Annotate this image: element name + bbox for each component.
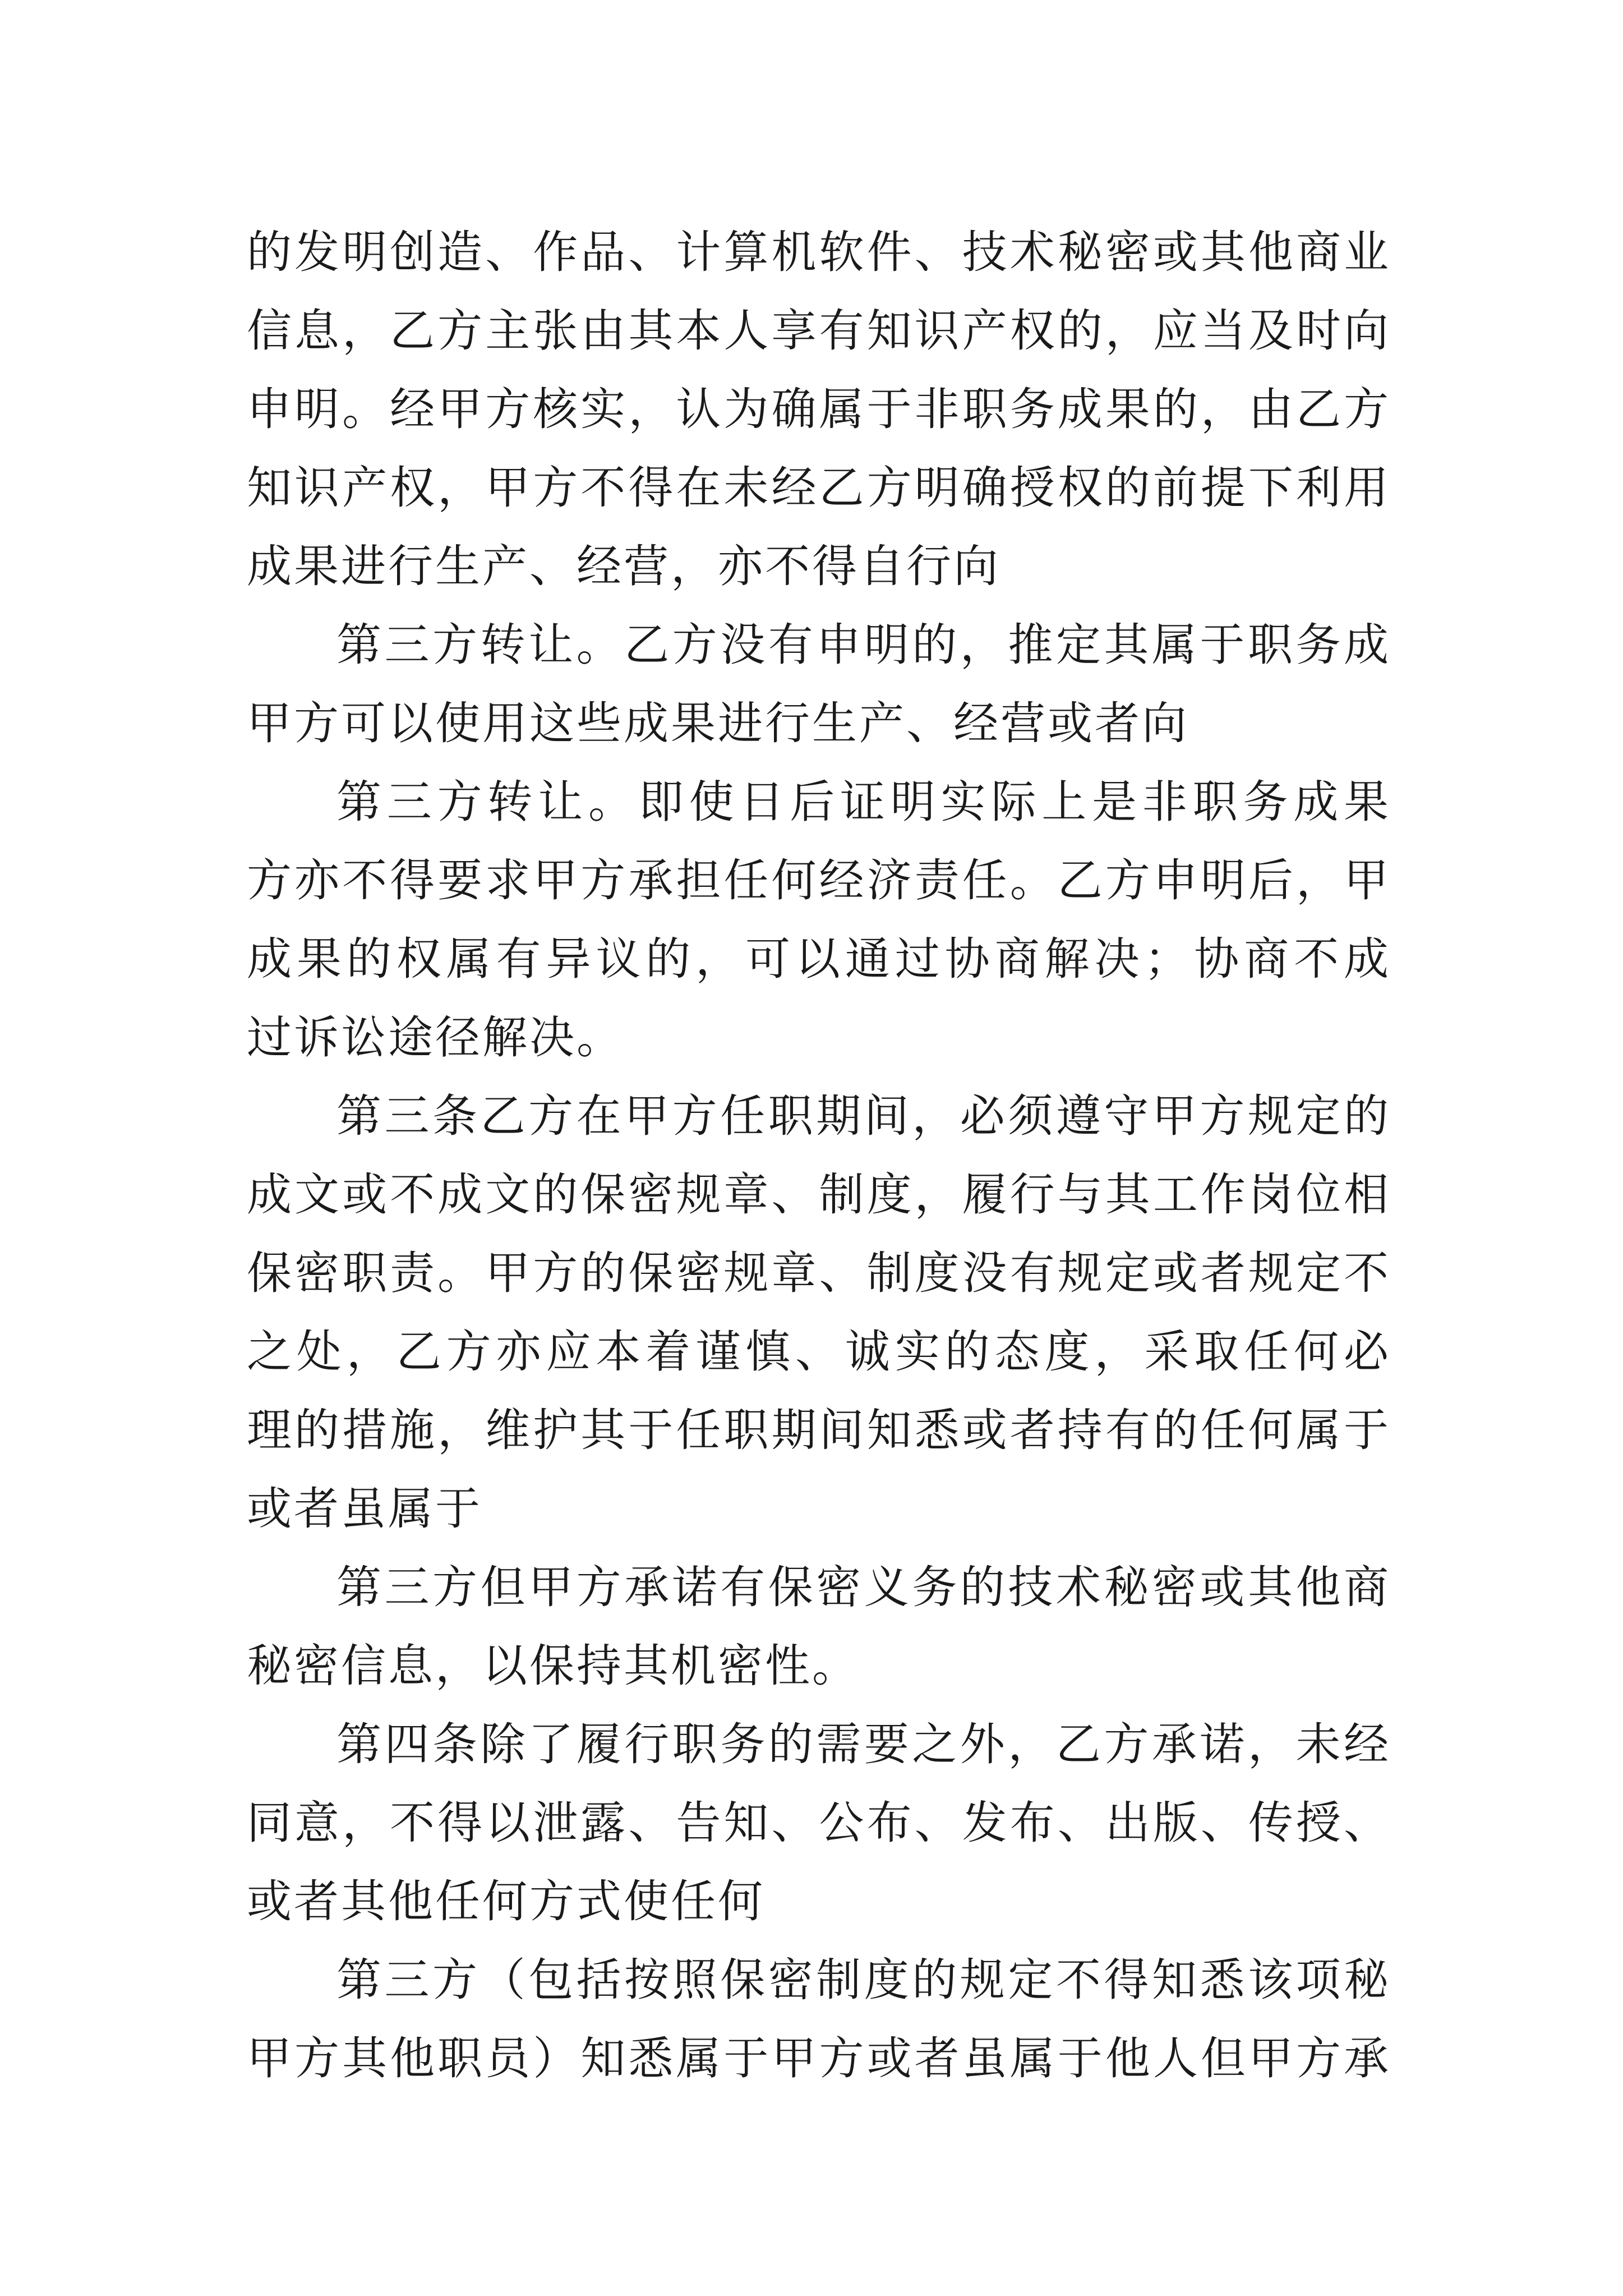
text-line: 同意，不得以泄露、告知、公布、发布、出版、传授、 (247, 1797, 1391, 1849)
text-line: 过诉讼途径解决。 (247, 1011, 624, 1064)
body-text (247, 213, 1391, 2098)
text-line: 申明。经甲方核实，认为确属于非职务成果的，由乙方 (247, 383, 1391, 435)
text-line: 之处，乙方亦应本着谨慎、诚实的态度，采取任何必 (247, 1326, 1391, 1378)
text-line: 秘密信息，以保持其机密性。 (247, 1640, 859, 1692)
text-line: 或者其他任何方式使任何 (247, 1875, 765, 1927)
text-line: 甲方其他职员）知悉属于甲方或者虽属于他人但甲方承 (247, 2032, 1391, 2085)
text-line: 成文或不成文的保密规章、制度，履行与其工作岗位相 (247, 1168, 1391, 1221)
text-line: 或者虽属于 (247, 1483, 482, 1535)
text-line: 信息，乙方主张由其本人享有知识产权的，应当及时向 (247, 305, 1391, 357)
text-line: 理的措施，维护其于任职期间知悉或者持有的任何属于 (247, 1404, 1391, 1456)
text-line: 的发明创造、作品、计算机软件、技术秘密或其他商业 (247, 226, 1391, 278)
text-line: 甲方可以使用这些成果进行生产、经营或者向 (247, 697, 1189, 749)
text-line: 方亦不得要求甲方承担任何经济责任。乙方申明后，甲 (247, 854, 1391, 907)
text-line: 第三方但甲方承诺有保密义务的技术秘密或其他商 (336, 1561, 1391, 1613)
text-line: 第三方（包括按照保密制度的规定不得知悉该项秘 (336, 1954, 1391, 2006)
text-line: 成果进行生产、经营，亦不得自行向 (247, 540, 1000, 592)
text-line: 保密职责。甲方的保密规章、制度没有规定或者规定不 (247, 1247, 1391, 1299)
text-line: 第三方转让。即使日后证明实际上是非职务成果 (336, 776, 1391, 828)
text-line: 第三方转让。乙方没有申明的，推定其属于职务成 (336, 619, 1391, 671)
text-line: 成果的权属有异议的，可以通过协商解决；协商不成 (247, 933, 1391, 985)
text-line: 知识产权，甲方不得在未经乙方明确授权的前提下利用 (247, 462, 1391, 514)
text-line: 第四条除了履行职务的需要之外，乙方承诺，未经 (336, 1718, 1391, 1770)
text-line: 第三条乙方在甲方任职期间，必须遵守甲方规定的 (336, 1090, 1391, 1142)
